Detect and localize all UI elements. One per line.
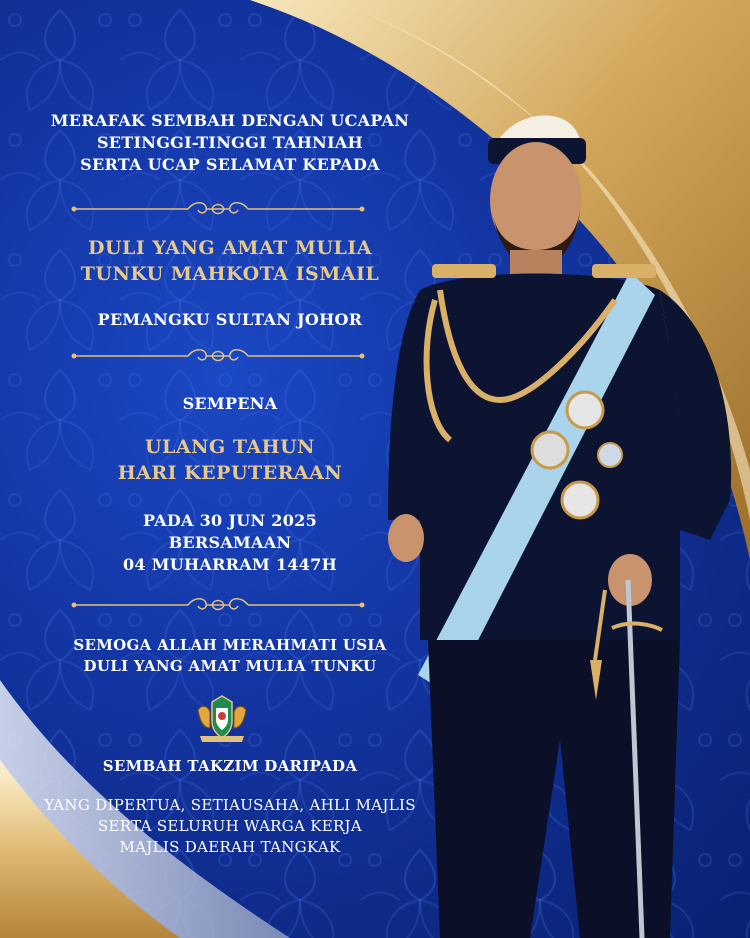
ornamental-divider [70, 348, 366, 364]
greeting-line-2: SETINGGI-TINGGI TAHNIAH [96, 133, 364, 152]
date-line-2: BERSAMAAN [168, 533, 292, 552]
honoree-line-1: DULI YANG AMAT MULIA [87, 237, 373, 259]
greeting-line-1: MERAFAK SEMBAH DENGAN UCAPAN [50, 111, 410, 130]
ornamental-divider [70, 597, 366, 613]
from-line-2: SERTA SELURUH WARGA KERJA [97, 817, 362, 835]
occasion-intro: SEMPENA [182, 394, 278, 413]
prayer-line-2: DULI YANG AMAT MULIA TUNKU [83, 657, 377, 675]
ornamental-divider [70, 201, 366, 217]
date-line-3: 04 MUHARRAM 1447H [122, 555, 338, 574]
from-line-1: YANG DIPERTUA, SETIAUSAHA, AHLI MAJLIS [44, 796, 416, 814]
honoree-line-2: TUNKU MAHKOTA ISMAIL [80, 263, 380, 285]
greeting-line-3: SERTA UCAP SELAMAT KEPADA [80, 155, 380, 174]
portrait-figure-uniform [380, 100, 750, 938]
occasion-line-1: ULANG TAHUN [144, 436, 316, 458]
prayer-line-1: SEMOGA ALLAH MERAHMATI USIA [73, 636, 387, 654]
council-crest-logo [192, 694, 252, 744]
date-line-1: PADA 30 JUN 2025 [142, 511, 318, 530]
honoree-title: PEMANGKU SULTAN JOHOR [97, 310, 363, 329]
from-line-3: MAJLIS DAERAH TANGKAK [119, 838, 341, 856]
occasion-line-2: HARI KEPUTERAAN [117, 462, 343, 484]
from-heading: SEMBAH TAKZIM DARIPADA [102, 757, 358, 775]
